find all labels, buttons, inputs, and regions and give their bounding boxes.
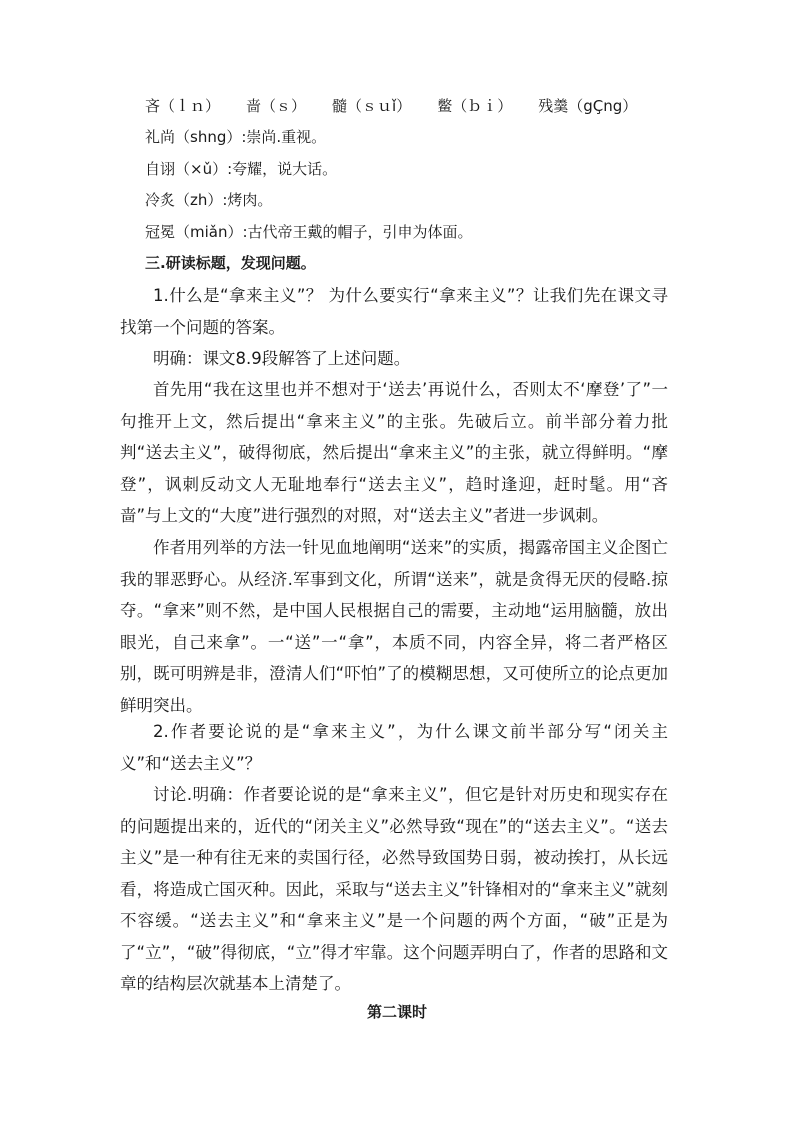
pron-item: 残羹（gÇng）: [538, 97, 638, 115]
pron-item: 鳖（ｂｉ）: [437, 97, 513, 115]
gloss-line: 冷炙（zh）:烤肉。: [145, 191, 273, 209]
pron-item: 啬（ｓ）: [246, 97, 307, 115]
gloss-line: 自诩（×ǔ）:夸耀，说大话。: [145, 160, 338, 178]
pron-item: 髓（ｓｕǐ）: [332, 97, 412, 115]
answer-paragraph: 讨论.明确：作者要论说的是“拿来主义”，但它是针对历史和现实存在的问题提出来的，近代的“闭关主义”必然导致“现在”的“送去主义”。“送去主义”是一种有往无来的卖国行径，必然导致国势日弱，被动挨打，从长远看，将造成亡国灭种。因此，采取与“送去主义”针锋相对的“拿来主义”就刻不容缓。“送去主义”和“拿来主义”是一个问题的两个方面，“破”正是为了“立”，“破”得彻底，“立”得才牢靠。这个问题弄明白了，作者的思路和文章的结构层次就基本上清楚了。: [120, 785, 668, 993]
gloss-line: 冠冕（miǎn）:古代帝王戴的帽子，引申为体面。: [145, 223, 473, 241]
pronunciation-row: [145, 96, 665, 116]
answer-lead: 明确：课文8.9段解答了上述问题。: [153, 349, 411, 368]
answer-paragraph: 首先用“我在这里也并不想对于‘送去’再说什么，否则太不‘摩登’了”一句推开上文，然后提出“拿来主义”的主张。先破后立。前半部分着力批判“送去主义”，破得彻底，然后提出“拿来主义”的主张，就立得鲜明。“摩登”，讽刺反动文人无耻地奉行“送去主义”，趋时逢迎，赶时髦。用“吝啬”与上文的“大度”进行强烈的对照，对“送去主义”者进一步讽刺。: [120, 380, 668, 525]
gloss-line: 礼尚（shng）:崇尚.重视。: [145, 128, 327, 146]
question-1: 1.什么是“拿来主义”？ 为什么要实行“拿来主义”？让我们先在课文寻找第一个问题的答案。: [120, 286, 668, 337]
question-2: 2.作者要论说的是“拿来主义”，为什么课文前半部分写“闭关主义”和“送去主义”？: [120, 722, 668, 773]
pron-item: 吝（ｌｎ）: [145, 97, 221, 115]
lesson-title: 第二课时: [366, 1003, 427, 1021]
answer-paragraph: 作者用列举的方法一针见血地阐明“送来”的实质，揭露帝国主义企图亡我的罪恶野心。从经济.军事到文化，所谓“送来”，就是贪得无厌的侵略.掠夺。“拿来”则不然，是中国人民根据自己的需要，主动地“运用脑髓，放出眼光，自己来拿”。一“送”一“拿”，本质不同，内容全异，将二者严格区别，既可明辨是非，澄清人们“吓怕”了的模糊思想，又可使所立的论点更加鲜明突出。: [120, 538, 668, 715]
section-heading: 三.研读标题，发现问题。: [145, 254, 316, 272]
